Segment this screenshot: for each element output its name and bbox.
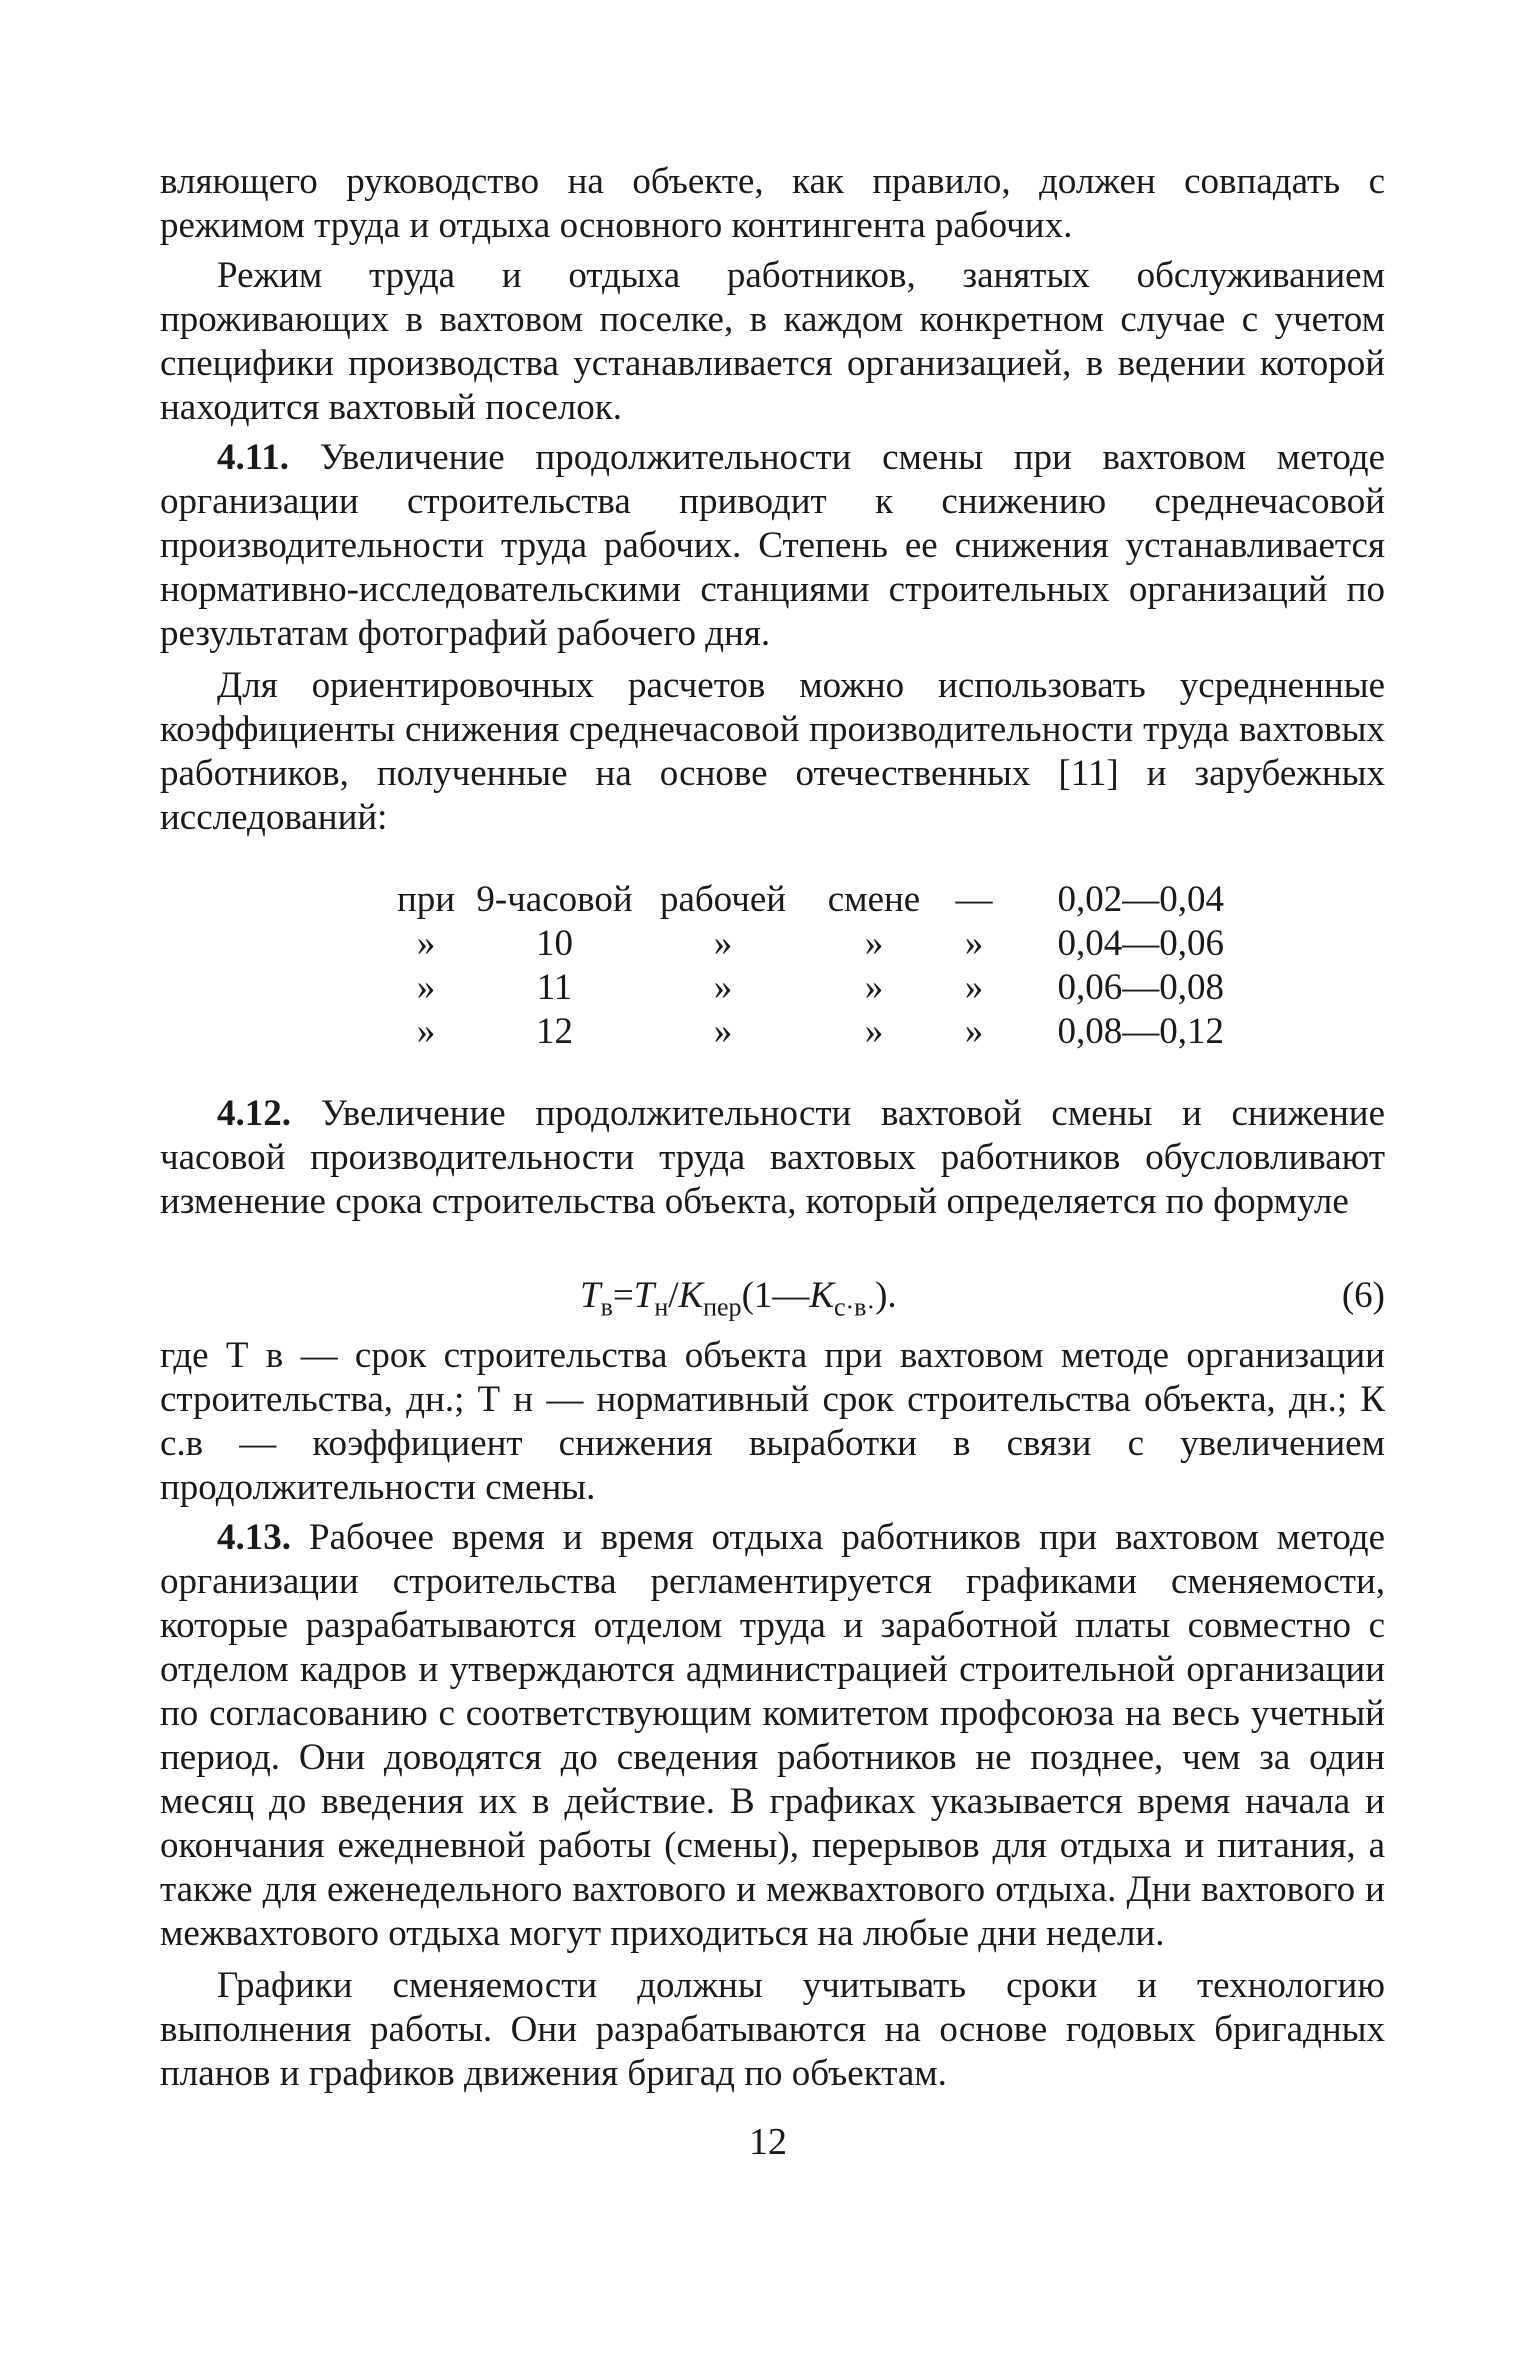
section-4-11: [160, 436, 1385, 656]
table-cell: »: [416, 923, 436, 964]
table-cell: »: [964, 923, 984, 964]
paragraph-2: Режим труда и отдыха работников, занятых обслуживанием проживающих в вахтовом поселке, в каждом конкретном случае с учетом специфики производства устанавливается организацией, в ведении которой находится вахтовый поселок.: [160, 255, 1385, 428]
equation-number: (6): [1341, 1275, 1385, 1316]
formula-6: [160, 1274, 1385, 1334]
formula-subscript: пер: [703, 1292, 742, 1322]
table-cell: 0,04—0,06: [1057, 923, 1224, 964]
table-cell: при: [396, 879, 456, 920]
coefficients-table: [385, 878, 1224, 1054]
table-cell: »: [864, 923, 884, 964]
section-number: 4.13.: [217, 1517, 291, 1558]
table-cell: »: [416, 967, 436, 1008]
formula-subscript: с·в·: [833, 1292, 876, 1322]
table-row: [385, 922, 1224, 966]
formula-operator: (1—: [741, 1275, 810, 1316]
formula-expression: [580, 1274, 897, 1329]
table-cell: »: [864, 967, 884, 1008]
table-row: [385, 966, 1224, 1010]
paragraph-schedules: Графики сменяемости должны учитывать сроки и технологию выполнения работы. Они разрабатываются на основе годовых бригадных планов и графиков движения бригад по объектам.: [160, 1965, 1385, 2094]
section-number: 4.12.: [217, 1093, 291, 1134]
table-cell: 0,02—0,04: [1057, 879, 1224, 920]
table-cell: рабочей: [659, 879, 787, 920]
table-cell: 0,06—0,08: [1057, 967, 1224, 1008]
page-number: 12: [749, 2121, 787, 2163]
table-cell: »: [964, 1011, 984, 1052]
paragraph-1: вляющего руководство на объекте, как правило, должен совпадать с режимом труда и отдыха основного контингента рабочих.: [160, 161, 1385, 246]
section-text: Увеличение продолжительности смены при вахтовом методе организации строительства приводит к снижению среднечасовой производительности труда рабочих. Степень ее снижения устанавливается нормативно-исследовательскими станциями строительных организаций по результатам фотографий рабочего дня.: [160, 437, 1386, 654]
formula-symbol: Т: [633, 1275, 655, 1316]
table-cell: —: [955, 879, 993, 920]
table-row: [385, 1010, 1224, 1054]
table-cell: »: [713, 923, 733, 964]
formula-subscript: н: [654, 1292, 669, 1322]
section-number: 4.11.: [217, 437, 289, 478]
table-cell: смене: [827, 879, 921, 920]
table-cell: 11: [536, 967, 573, 1008]
formula-symbol: Т: [580, 1275, 601, 1316]
table-cell: 10: [536, 923, 573, 964]
formula-symbol: К: [678, 1275, 704, 1316]
table-row: [385, 878, 1224, 922]
section-4-13: [160, 1516, 1385, 1956]
table-cell: 9-часовой: [476, 879, 633, 920]
table-cell: 0,08—0,12: [1057, 1011, 1224, 1052]
section-text: Увеличение продолжительности вахтовой смены и снижение часовой производительности труда вахтовых работников обусловливают изменение срока строительства объекта, который определяется по формуле: [160, 1093, 1385, 1222]
formula-operator: /: [668, 1275, 679, 1316]
table-cell: »: [964, 967, 984, 1008]
formula-symbol: К: [809, 1275, 834, 1316]
section-text: Рабочее время и время отдыха работников при вахтовом методе организации строительства регламентируется графиками сменяемости, которые разрабатываются отделом труда и заработной платы совместно с отделом кадров и утверждаются администрацией строительной организации по согласованию с соответствующим комитетом профсоюза на весь учетный период. Они доводятся до сведения работников не позднее, чем за один месяц до введения их в действие. В графиках указывается время начала и окончания ежедневной работы (смены), перерывов для отдыха и питания, а также для еженедельного вахтового и межвахтового отдыха. Дни вахтового и межвахтового отдыха могут приходиться на любые дни недели.: [160, 1517, 1385, 1954]
table-cell: »: [864, 1011, 884, 1052]
formula-legend: где Т в — срок строительства объекта при вахтовом методе организации строительства, дн.; Т н — нормативный срок строительства объекта, дн.; К с.в — коэффициент снижения выработки в связи с увеличением продолжительности смены.: [160, 1335, 1385, 1508]
section-4-12: [160, 1092, 1385, 1224]
formula-subscript: в: [600, 1292, 613, 1322]
paragraph-coefficients-intro: Для ориентировочных расчетов можно использовать усредненные коэффициенты снижения среднечасовой производительности труда вахтовых работников, полученные на основе отечественных [11] и зарубежных исследований:: [160, 665, 1385, 838]
formula-operator: =: [612, 1275, 634, 1316]
table-cell: »: [713, 967, 733, 1008]
document-page: [160, 160, 1385, 2096]
table-cell: 12: [536, 1011, 573, 1052]
formula-operator: ).: [875, 1275, 897, 1316]
table-cell: »: [416, 1011, 436, 1052]
table-cell: »: [713, 1011, 733, 1052]
